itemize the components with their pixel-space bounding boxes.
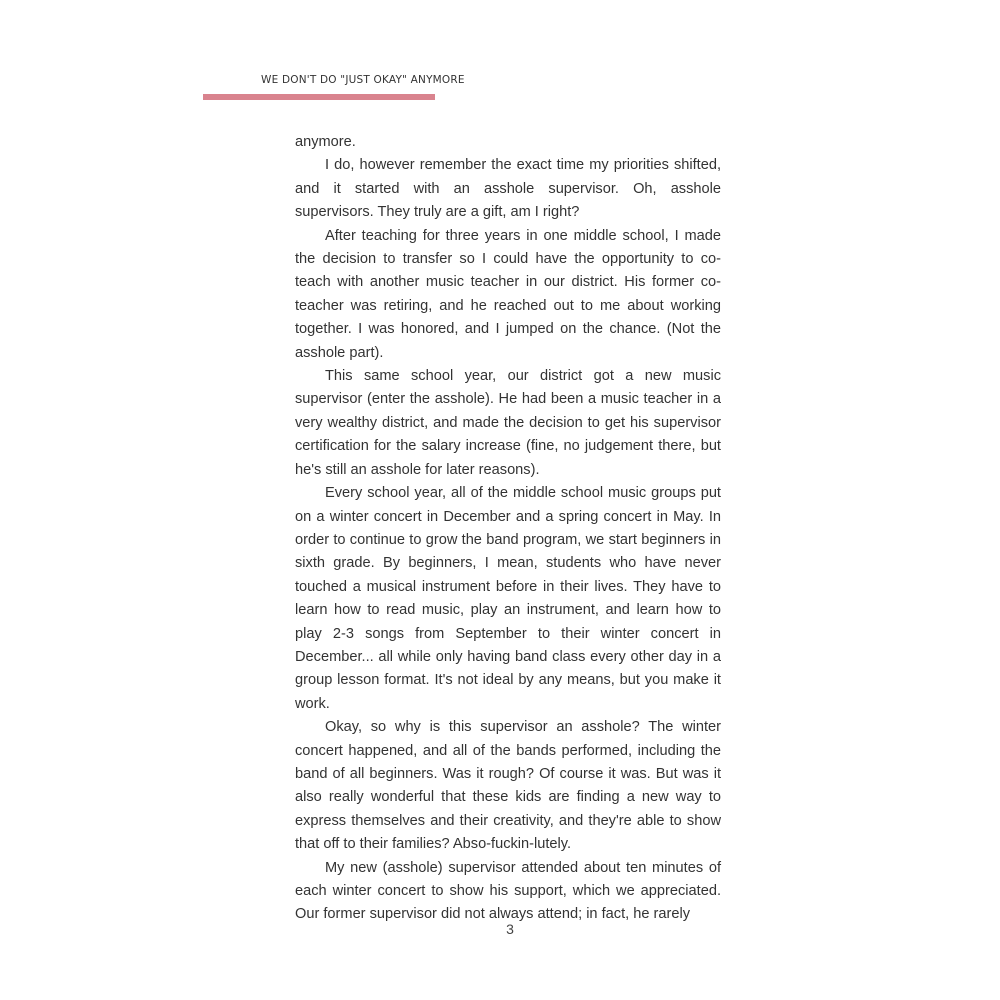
running-head-title: WE DON'T DO "JUST OKAY" ANYMORE [261, 74, 465, 86]
header-accent-rule [203, 94, 435, 100]
paragraph: My new (asshole) supervisor attended about ten minutes of each winter concert to show his support, which we appreciated. Our former supervisor did not always attend; in fact, he rarely [295, 859, 721, 923]
paragraph-continued: anymore. [295, 134, 356, 150]
paragraph: After teaching for three years in one middle school, I made the decision to transfer so I could have the opportunity to co-teach with another music teacher in our district. His former co-teacher was retiring, and he reached out to me about working together. I was honored, and I jumped on the chance. (Not the asshole part). [295, 227, 721, 361]
paragraph: I do, however remember the exact time my priorities shifted, and it started with an asshole supervisor. Oh, asshole supervisors. They truly are a gift, am I right? [295, 157, 721, 221]
paragraph: Okay, so why is this supervisor an asshole? The winter concert happened, and all of the bands performed, including the band of all beginners. Was it rough? Of course it was. But was it also really wonderful that these kids are finding a new way to express themselves and their creativity, and they're able to show that off to their families? Abso-fuckin-lutely. [295, 719, 721, 853]
paragraph: This same school year, our district got a new music supervisor (enter the asshole). He had been a music teacher in a very wealthy district, and made the decision to get his supervisor certification for the salary increase (fine, no judgement there, but he's still an asshole for later reasons). [295, 368, 721, 478]
body-text [295, 131, 721, 927]
paragraph: Every school year, all of the middle school music groups put on a winter concert in December and a spring concert in May. In order to continue to grow the band program, we start beginners in sixth grade. By beginners, I mean, students who have never touched a musical instrument before in their lives. They have to learn how to read music, play an instrument, and learn how to play 2-3 songs from September to their winter concert in December... all while only having band class every other day in a group lesson format. It's not ideal by any means, but you make it work. [295, 485, 721, 712]
page-number: 3 [506, 921, 514, 937]
